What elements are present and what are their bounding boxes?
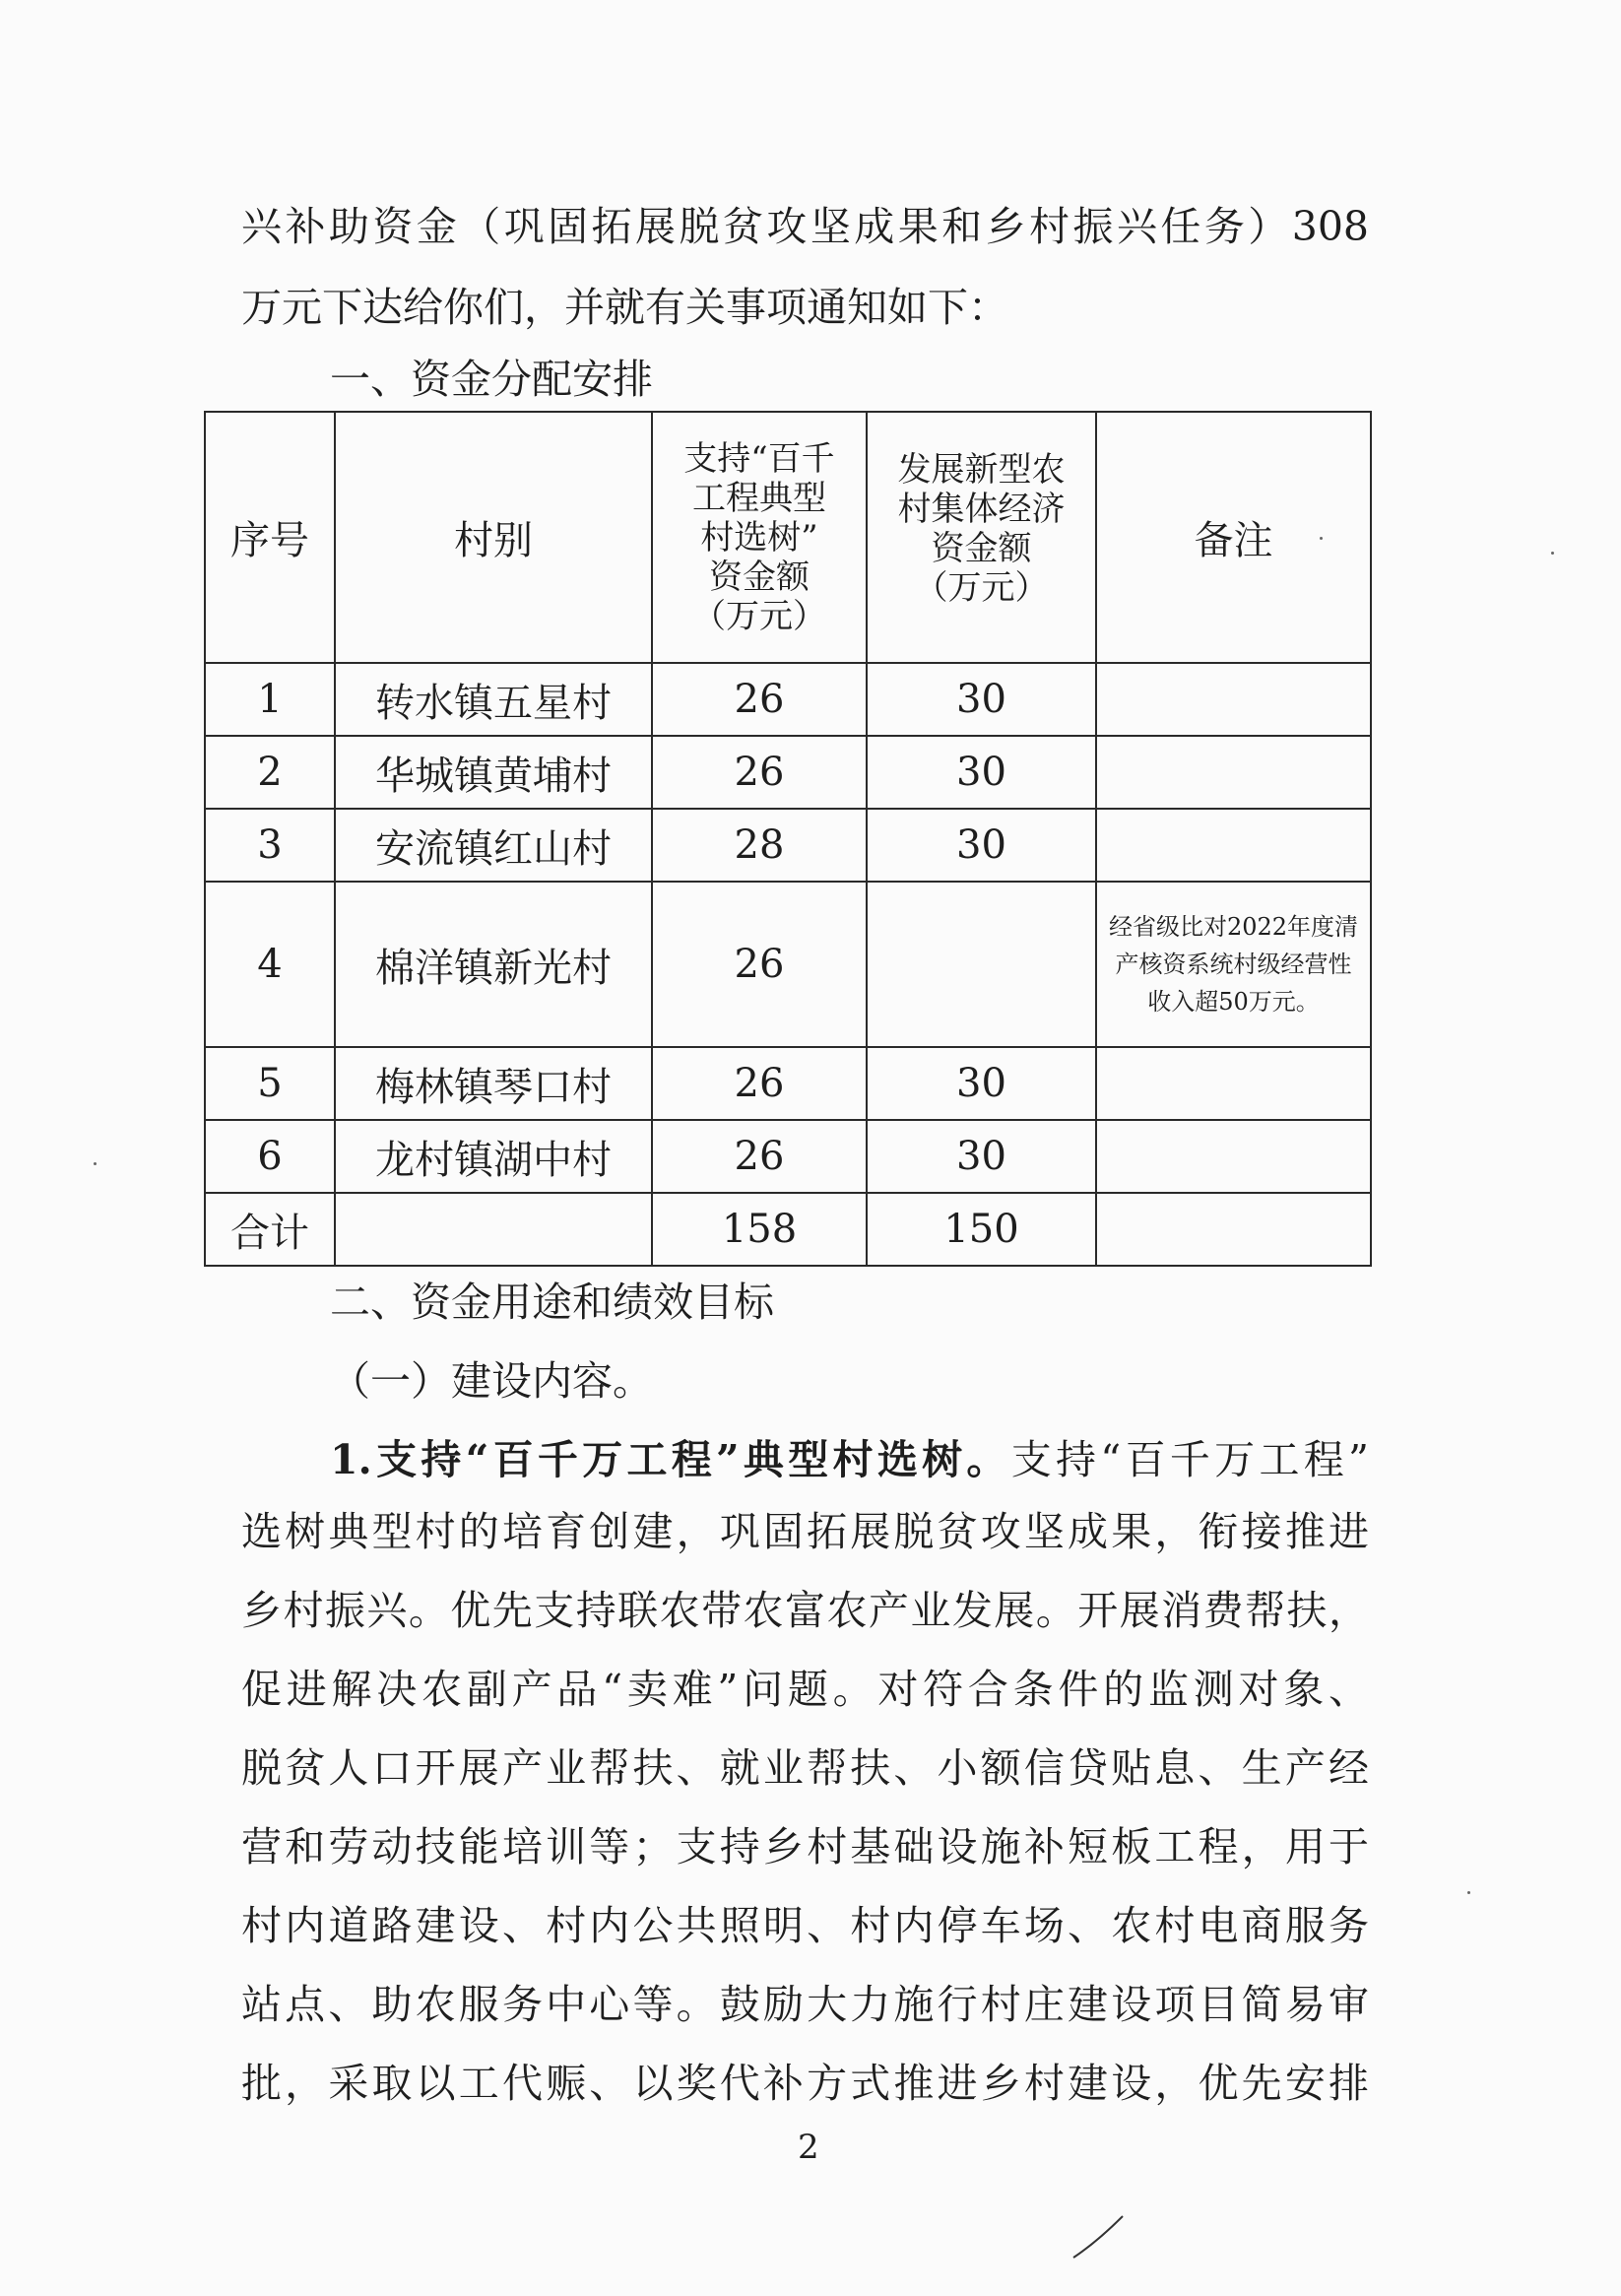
cell-remark [1096,663,1371,736]
cell-village: 安流镇红山村 [335,809,652,882]
cell-total-village [335,1193,652,1266]
scan-speck [1551,552,1554,555]
item1-line: 乡村振兴。优先支持联农带农富农产业发展。开展消费帮扶， [241,1587,1369,1634]
pen-mark-scribble [1069,2206,1128,2265]
cell-support: 26 [652,1120,867,1193]
cell-support: 26 [652,882,867,1047]
cell-collective: 30 [867,663,1096,736]
header-village: 村别 [335,412,652,663]
item1-bold-title: 1.支持“百千万工程”典型村选树。 [330,1436,1011,1483]
header-seq: 序号 [205,412,335,663]
item1-lead: 支持“百千万工程” [1010,1436,1370,1483]
scan-speck [1467,1891,1470,1894]
header-collective-line: 村集体经济 [897,490,1066,529]
header-remark: 备注 [1096,412,1371,663]
cell-total-label: 合计 [205,1193,335,1266]
cell-seq: 4 [205,882,335,1047]
cell-support: 26 [652,736,867,809]
scan-speck [94,1162,97,1165]
header-support-line: （万元） [692,596,826,636]
table-row [205,1047,1371,1120]
table-row [205,1120,1371,1193]
intro-line-2: 万元下达给你们，并就有关事项通知如下： [241,284,1008,331]
cell-collective: 30 [867,736,1096,809]
item1-line: 站点、助农服务中心等。鼓励大力施行村庄建设项目简易审 [241,1981,1369,2028]
cell-remark [1096,1120,1371,1193]
cell-support: 26 [652,1047,867,1120]
item1-line: 批，采取以工代赈、以奖代补方式推进乡村建设，优先安排 [241,2060,1369,2107]
cell-collective: 30 [867,1047,1096,1120]
fund-allocation-table [204,411,1372,1267]
cell-support: 26 [652,663,867,736]
intro-line-1: 兴补助资金（巩固拓展脱贫攻坚成果和乡村振兴任务）308 [241,203,1369,250]
item1-line: 脱贫人口开展产业帮扶、就业帮扶、小额信贷贴息、生产经 [241,1744,1369,1792]
section1-heading: 一、资金分配安排 [330,356,653,403]
table-row [205,809,1371,882]
item1-line: 选树典型村的培育创建，巩固拓展脱贫攻坚成果，衔接推进 [241,1508,1369,1555]
item1-line: 促进解决农副产品“卖难”问题。对符合条件的监测对象、 [241,1666,1369,1713]
header-collective-line: 资金额 [931,529,1032,568]
header-support-amount [652,412,867,663]
page-number: 2 [798,2128,819,2167]
cell-seq: 1 [205,663,335,736]
cell-collective: 30 [867,809,1096,882]
cell-village: 棉洋镇新光村 [335,882,652,1047]
header-collective-line: （万元） [914,568,1049,608]
cell-total-support: 158 [652,1193,867,1266]
header-support-line: 资金额 [709,557,810,597]
cell-village: 转水镇五星村 [335,663,652,736]
cell-collective: 30 [867,1120,1096,1193]
item1-first-line [330,1425,1369,1494]
cell-collective [867,882,1096,1047]
header-support-line: 村选树” [700,517,818,558]
header-collective-line: 发展新型农 [897,450,1066,490]
table-total-row [205,1193,1371,1266]
cell-remark [1096,809,1371,882]
cell-village: 华城镇黄埔村 [335,736,652,809]
cell-remark-note: 经省级比对2022年度清产核资系统村级经营性收入超50万元。 [1096,882,1371,1047]
cell-seq: 5 [205,1047,335,1120]
cell-total-collective: 150 [867,1193,1096,1266]
cell-seq: 3 [205,809,335,882]
cell-remark [1096,736,1371,809]
cell-remark [1096,1047,1371,1120]
cell-village: 梅林镇琴口村 [335,1047,652,1120]
header-support-line: 工程典型 [692,478,826,518]
table-row [205,736,1371,809]
table-row [205,882,1371,1047]
item1-line: 村内道路建设、村内公共照明、村内停车场、农村电商服务 [241,1902,1369,1949]
table-header-row [205,412,1371,663]
cell-seq: 2 [205,736,335,809]
header-collective-amount [867,412,1096,663]
section2-heading: 二、资金用途和绩效目标 [330,1279,774,1326]
subsection1-heading: （一）建设内容。 [330,1357,653,1405]
cell-seq: 6 [205,1120,335,1193]
scan-speck [1320,537,1323,540]
table-row [205,663,1371,736]
cell-support: 28 [652,809,867,882]
header-support-line: 支持“百千 [683,438,835,479]
item1-line: 营和劳动技能培训等；支持乡村基础设施补短板工程，用于 [241,1823,1369,1870]
cell-village: 龙村镇湖中村 [335,1120,652,1193]
cell-total-remark [1096,1193,1371,1266]
